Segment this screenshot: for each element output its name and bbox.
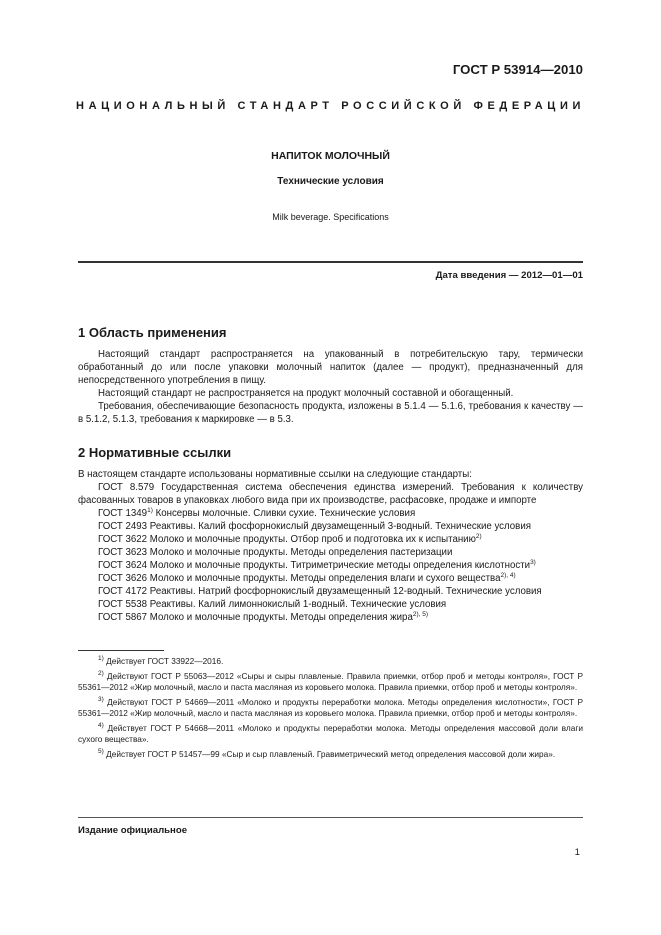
official-edition-label: Издание официальное (78, 825, 188, 836)
reference-code: ГОСТ 5538 (98, 599, 148, 610)
section-2-heading: 2 Нормативные ссылки (78, 445, 232, 460)
reference-title: Молоко и молочные продукты. Методы определения пастеризации (149, 547, 453, 558)
reference-item (78, 533, 583, 546)
section-1-paragraph-1: Настоящий стандарт распространяется на упакованный в потребительскую тару, термически обработанный до или после упаковки молочный напиток (далее — продукт), предназначенный для непосредственного употребления в пищу. (78, 349, 583, 386)
document-code: ГОСТ Р 53914—2010 (452, 62, 583, 77)
footnote (78, 723, 583, 745)
reference-title: Молоко и молочные продукты. Методы определения жира (149, 612, 413, 623)
footnote-text: Действует ГОСТ Р 54668—2011 «Молоко и продукты переработки молока. Методы определения массовой доли влаги сухого вещества». (78, 723, 583, 744)
footnote-mark: 3) (98, 696, 104, 703)
reference-code: ГОСТ 3624 (98, 560, 148, 571)
footnote (78, 697, 583, 719)
reference-code: ГОСТ 1349 (98, 508, 148, 519)
page-number: 1 (574, 847, 580, 858)
reference-code: ГОСТ 3623 (98, 547, 148, 558)
english-title: Milk beverage. Specifications (272, 212, 389, 222)
reference-footnote-mark: 3) (530, 559, 536, 566)
section-1-body (78, 348, 583, 426)
top-divider (78, 261, 583, 263)
reference-title: Государственная система обеспечения единства измерений. Требования к количеству фасованных товаров в упаковках любого вида при их производстве, расфасовке, продаже и импорте (78, 482, 583, 506)
footnote-text: Действует ГОСТ Р 51457—99 «Сыр и сыр плавленый. Гравиметрический метод определения массовой доли жира». (106, 749, 556, 759)
reference-title: Молоко и молочные продукты. Отбор проб и подготовка их к испытанию (149, 534, 476, 545)
reference-title: Консервы молочные. Сливки сухие. Технические условия (155, 508, 416, 519)
reference-item (78, 598, 583, 611)
document-subtitle: Технические условия (277, 176, 384, 187)
footnote-mark: 2) (98, 670, 104, 677)
footnote-mark: 4) (98, 722, 104, 729)
section-1-heading: 1 Область применения (78, 325, 227, 340)
reference-code: ГОСТ 2493 (98, 521, 148, 532)
reference-list (78, 481, 583, 624)
section-1-paragraph-3: Требования, обеспечивающие безопасность продукта, изложены в 5.1.4 — 5.1.6, требования к качеству — в 5.1.2, 5.1.3, требования к маркировке — в 5.3. (78, 401, 583, 425)
footnote-text: Действует ГОСТ 33922—2016. (106, 656, 224, 666)
reference-footnote-mark: 2), 4) (500, 572, 516, 579)
footnote-text: Действуют ГОСТ Р 55063—2012 «Сыры и сыры плавленые. Правила приемки, отбор проб и методы контроля», ГОСТ Р 55361—2012 «Жир молочный, масло и паста масляная из коровьего молока. Правила приемки, отбор проб и методы контроля». (78, 671, 583, 692)
reference-item (78, 585, 583, 598)
footnote (78, 749, 583, 760)
footnote-text: Действуют ГОСТ Р 54669—2011 «Молоко и продукты переработки молока. Методы определения кислотности», ГОСТ Р 55361—2012 «Жир молочный, масло и паста масляная из коровьего молока. Правила приемки, отбор проб и методы контроля». (78, 697, 583, 718)
reference-title: Молоко и молочные продукты. Методы определения влаги и сухого вещества (149, 573, 501, 584)
reference-code: ГОСТ 5867 (98, 612, 148, 623)
footnotes (78, 656, 583, 764)
normative-references (78, 468, 583, 624)
footnote-mark: 5) (98, 748, 104, 755)
introduction-date: Дата введения — 2012—01—01 (435, 270, 583, 281)
reference-title: Реактивы. Натрий фосфорнокислый двузамещенный 12-водный. Технические условия (149, 586, 542, 597)
reference-title: Реактивы. Калий лимоннокислый 1-водный. Технические условия (149, 599, 447, 610)
footnote (78, 656, 583, 667)
document-title: НАПИТОК МОЛОЧНЫЙ (271, 150, 390, 162)
reference-title: Молоко и молочные продукты. Титриметрические методы определения кислотности (149, 560, 531, 571)
bottom-divider (78, 817, 583, 818)
reference-item (78, 572, 583, 585)
reference-footnote-mark: 1) (147, 507, 153, 514)
references-intro: В настоящем стандарте использованы нормативные ссылки на следующие стандарты: (78, 469, 472, 480)
reference-code: ГОСТ 3622 (98, 534, 148, 545)
footnote (78, 671, 583, 693)
footnote-divider (78, 650, 164, 651)
reference-item (78, 611, 583, 624)
reference-item (78, 546, 583, 559)
reference-item (78, 559, 583, 572)
reference-footnote-mark: 2) (475, 533, 482, 540)
reference-code: ГОСТ 4172 (98, 586, 148, 597)
reference-code: ГОСТ 3626 (98, 573, 148, 584)
national-standard-heading: НАЦИОНАЛЬНЫЙ СТАНДАРТ РОССИЙСКОЙ ФЕДЕРАЦИИ (76, 100, 585, 112)
reference-item (78, 481, 583, 507)
reference-item (78, 520, 583, 533)
reference-code: ГОСТ 8.579 (98, 482, 155, 493)
reference-item (78, 507, 583, 520)
section-1-paragraph-2: Настоящий стандарт не распространяется на продукт молочный составной и обогащенный. (98, 388, 514, 399)
reference-title: Реактивы. Калий фосфорнокислый двузамещенный 3-водный. Технические условия (149, 521, 531, 532)
reference-footnote-mark: 2), 5) (412, 611, 429, 618)
footnote-mark: 1) (98, 655, 104, 662)
